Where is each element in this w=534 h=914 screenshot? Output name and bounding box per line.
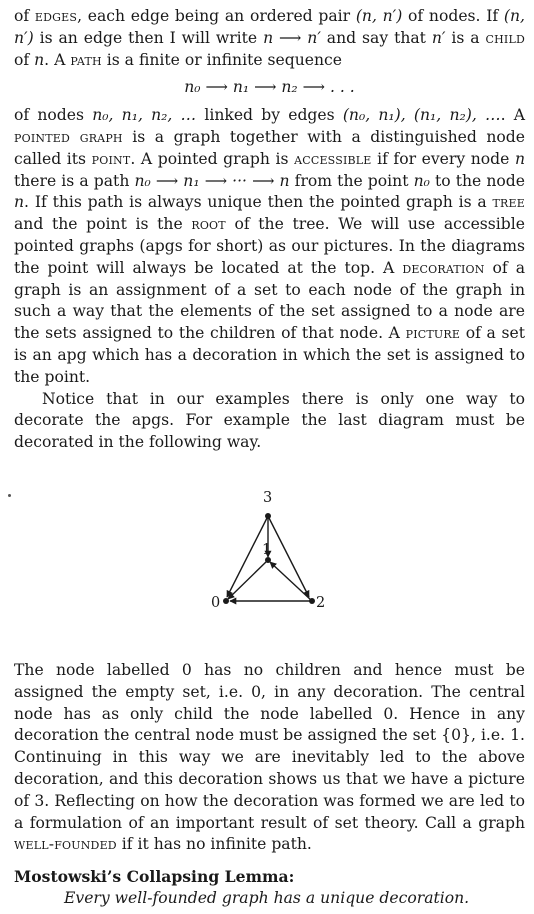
math-n-prime: n′ [431,28,446,47]
display-equation-path: n₀ ⟶ n₁ ⟶ n₂ ⟶ . . . [184,78,355,97]
node-2 [309,598,315,604]
term-tree: tree [492,193,525,212]
math-edge-pair: (n, n′) [355,7,403,25]
paragraph-definitions-graphs: of nodes n₀, n₁, n₂, … linked by edges (n₀, n₁), (n₁, n₂), …. A pointed graph is a graph together with a distinguished node called its point. A pointed graph is accessible if for every node n there is a path n₀ ⟶ n₁ ⟶ ··· ⟶ n from the point n₀ to the node n. If this path is always unique then the pointed graph is a tree and the point is the root of the tree. We will use accessible pointed graphs (apgs for short) as our pictures. In the diagrams the point will always be located at the top. A decoration of a graph is an assignment of a set to each node of the graph in such a way that the elements of the set assigned to a node are the sets assigned to the children of that node. A picture of a set is an apg which has a decoration in which the set is assigned to the point. [14,106,526,386]
node-label-2: 2 [316,594,326,611]
node-0 [223,598,229,604]
term-point: point [91,149,131,168]
term-path: path [70,50,102,69]
math-n: n [514,149,525,168]
math-nodes: n₀, n₁, n₂, … [92,106,197,125]
term-well-founded: well-founded [14,835,117,854]
node-label-3: 3 [263,489,273,506]
node-label-0: 0 [211,594,221,611]
edge-2-to-1 [270,562,312,601]
term-edges: edges [34,7,78,25]
term-root: root [191,215,226,234]
term-pointed-graph: pointed graph [14,127,123,146]
graph-diagram [0,480,534,650]
math-edge-pair: (n, n′) [14,7,525,47]
edge-1-to-0 [228,560,268,599]
term-child: child [485,28,525,47]
stray-mark [8,494,11,497]
math-edge-arrow: n ⟶ n′ [263,28,321,47]
paragraph-examples: Notice that in our examples there is only one way to decorate the apgs. For example the last diagram must be decorated in the following way. [14,389,525,452]
lemma-statement: Every well-founded graph has a unique decoration. [64,888,470,907]
term-picture: picture [405,324,461,343]
term-accessible: accessible [294,149,372,168]
node-label-1: 1 [262,541,272,558]
math-n: n [34,50,45,69]
term-decoration: decoration [402,258,485,277]
lemma-heading: Mostowski’s Collapsing Lemma: [14,867,295,887]
decorated-graph-figure [0,480,534,650]
math-n: n [14,193,25,212]
math-path: n₀ ⟶ n₁ ⟶ ··· ⟶ n [134,171,290,190]
node-3 [265,513,271,519]
paragraph-explanation: The node labelled 0 has no children and hence must be assigned the empty set, i.e. 0, in any decoration. The central node has as only child the node labelled 0. Hence in any decoration the central node must be assigned the set {0}, i.e. 1. Continuing in this way we are inevitably led to the above decoration, and this decoration shows us that we have a picture of 3. Reflecting on how the decoration was formed we are led to a formulation of an important result of set theory. Call a graph well-founded if it has no infinite path. [14,660,525,854]
paragraph-definitions-edges: of edges, each edge being an ordered pair (n, n′) of nodes. If (n, n′) is an edge then I will write n ⟶ n′ and say that n′ is a child of n. A path is a finite or infinite sequence [14,7,525,69]
edge-3-to-2 [268,516,309,597]
math-edges: (n₀, n₁), (n₁, n₂), … [342,106,501,125]
math-n0: n₀ [413,171,430,190]
